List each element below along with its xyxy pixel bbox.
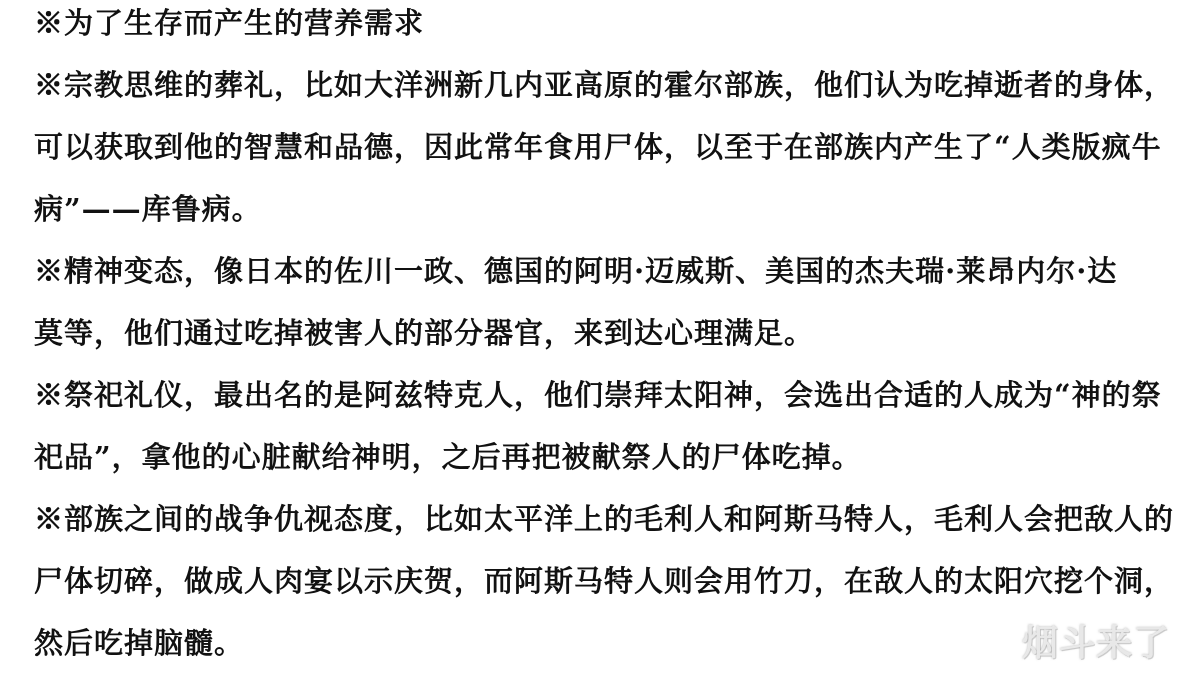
watermark: 烟斗来了: [1021, 623, 1170, 664]
text-line: ※为了生存而产生的营养需求: [34, 6, 425, 40]
text-line: 可以获取到他的智慧和品德，因此常年食用尸体，以至于在部族内产生了“人类版疯牛: [34, 130, 1162, 164]
text-line: 尸体切碎，做成人肉宴以示庆贺，而阿斯马特人则会用竹刀，在敌人的太阳穴挖个洞，: [34, 564, 1175, 598]
text-line: 祀品”，拿他的心脏献给神明，之后再把被献祭人的尸体吃掉。: [34, 440, 862, 474]
text-line: ※精神变态，像日本的佐川一政、德国的阿明·迈威斯、美国的杰夫瑞·莱昂内尔·达: [34, 254, 1118, 288]
text-line: 莫等，他们通过吃掉被害人的部分器官，来到达心理满足。: [34, 316, 815, 350]
text-line: ※祭祀礼仪，最出名的是阿兹特克人，他们崇拜太阳神，会选出合适的人成为“神的祭: [34, 378, 1162, 412]
text-line: ※宗教思维的葬礼，比如大洋洲新几内亚高原的霍尔部族，他们认为吃掉逝者的身体，: [34, 68, 1175, 102]
text-line: 病”——库鲁病。: [34, 192, 262, 226]
text-line: ※部族之间的战争仇视态度，比如太平洋上的毛利人和阿斯马特人，毛利人会把敌人的: [34, 502, 1175, 536]
text-line: 然后吃掉脑髓。: [34, 626, 245, 660]
